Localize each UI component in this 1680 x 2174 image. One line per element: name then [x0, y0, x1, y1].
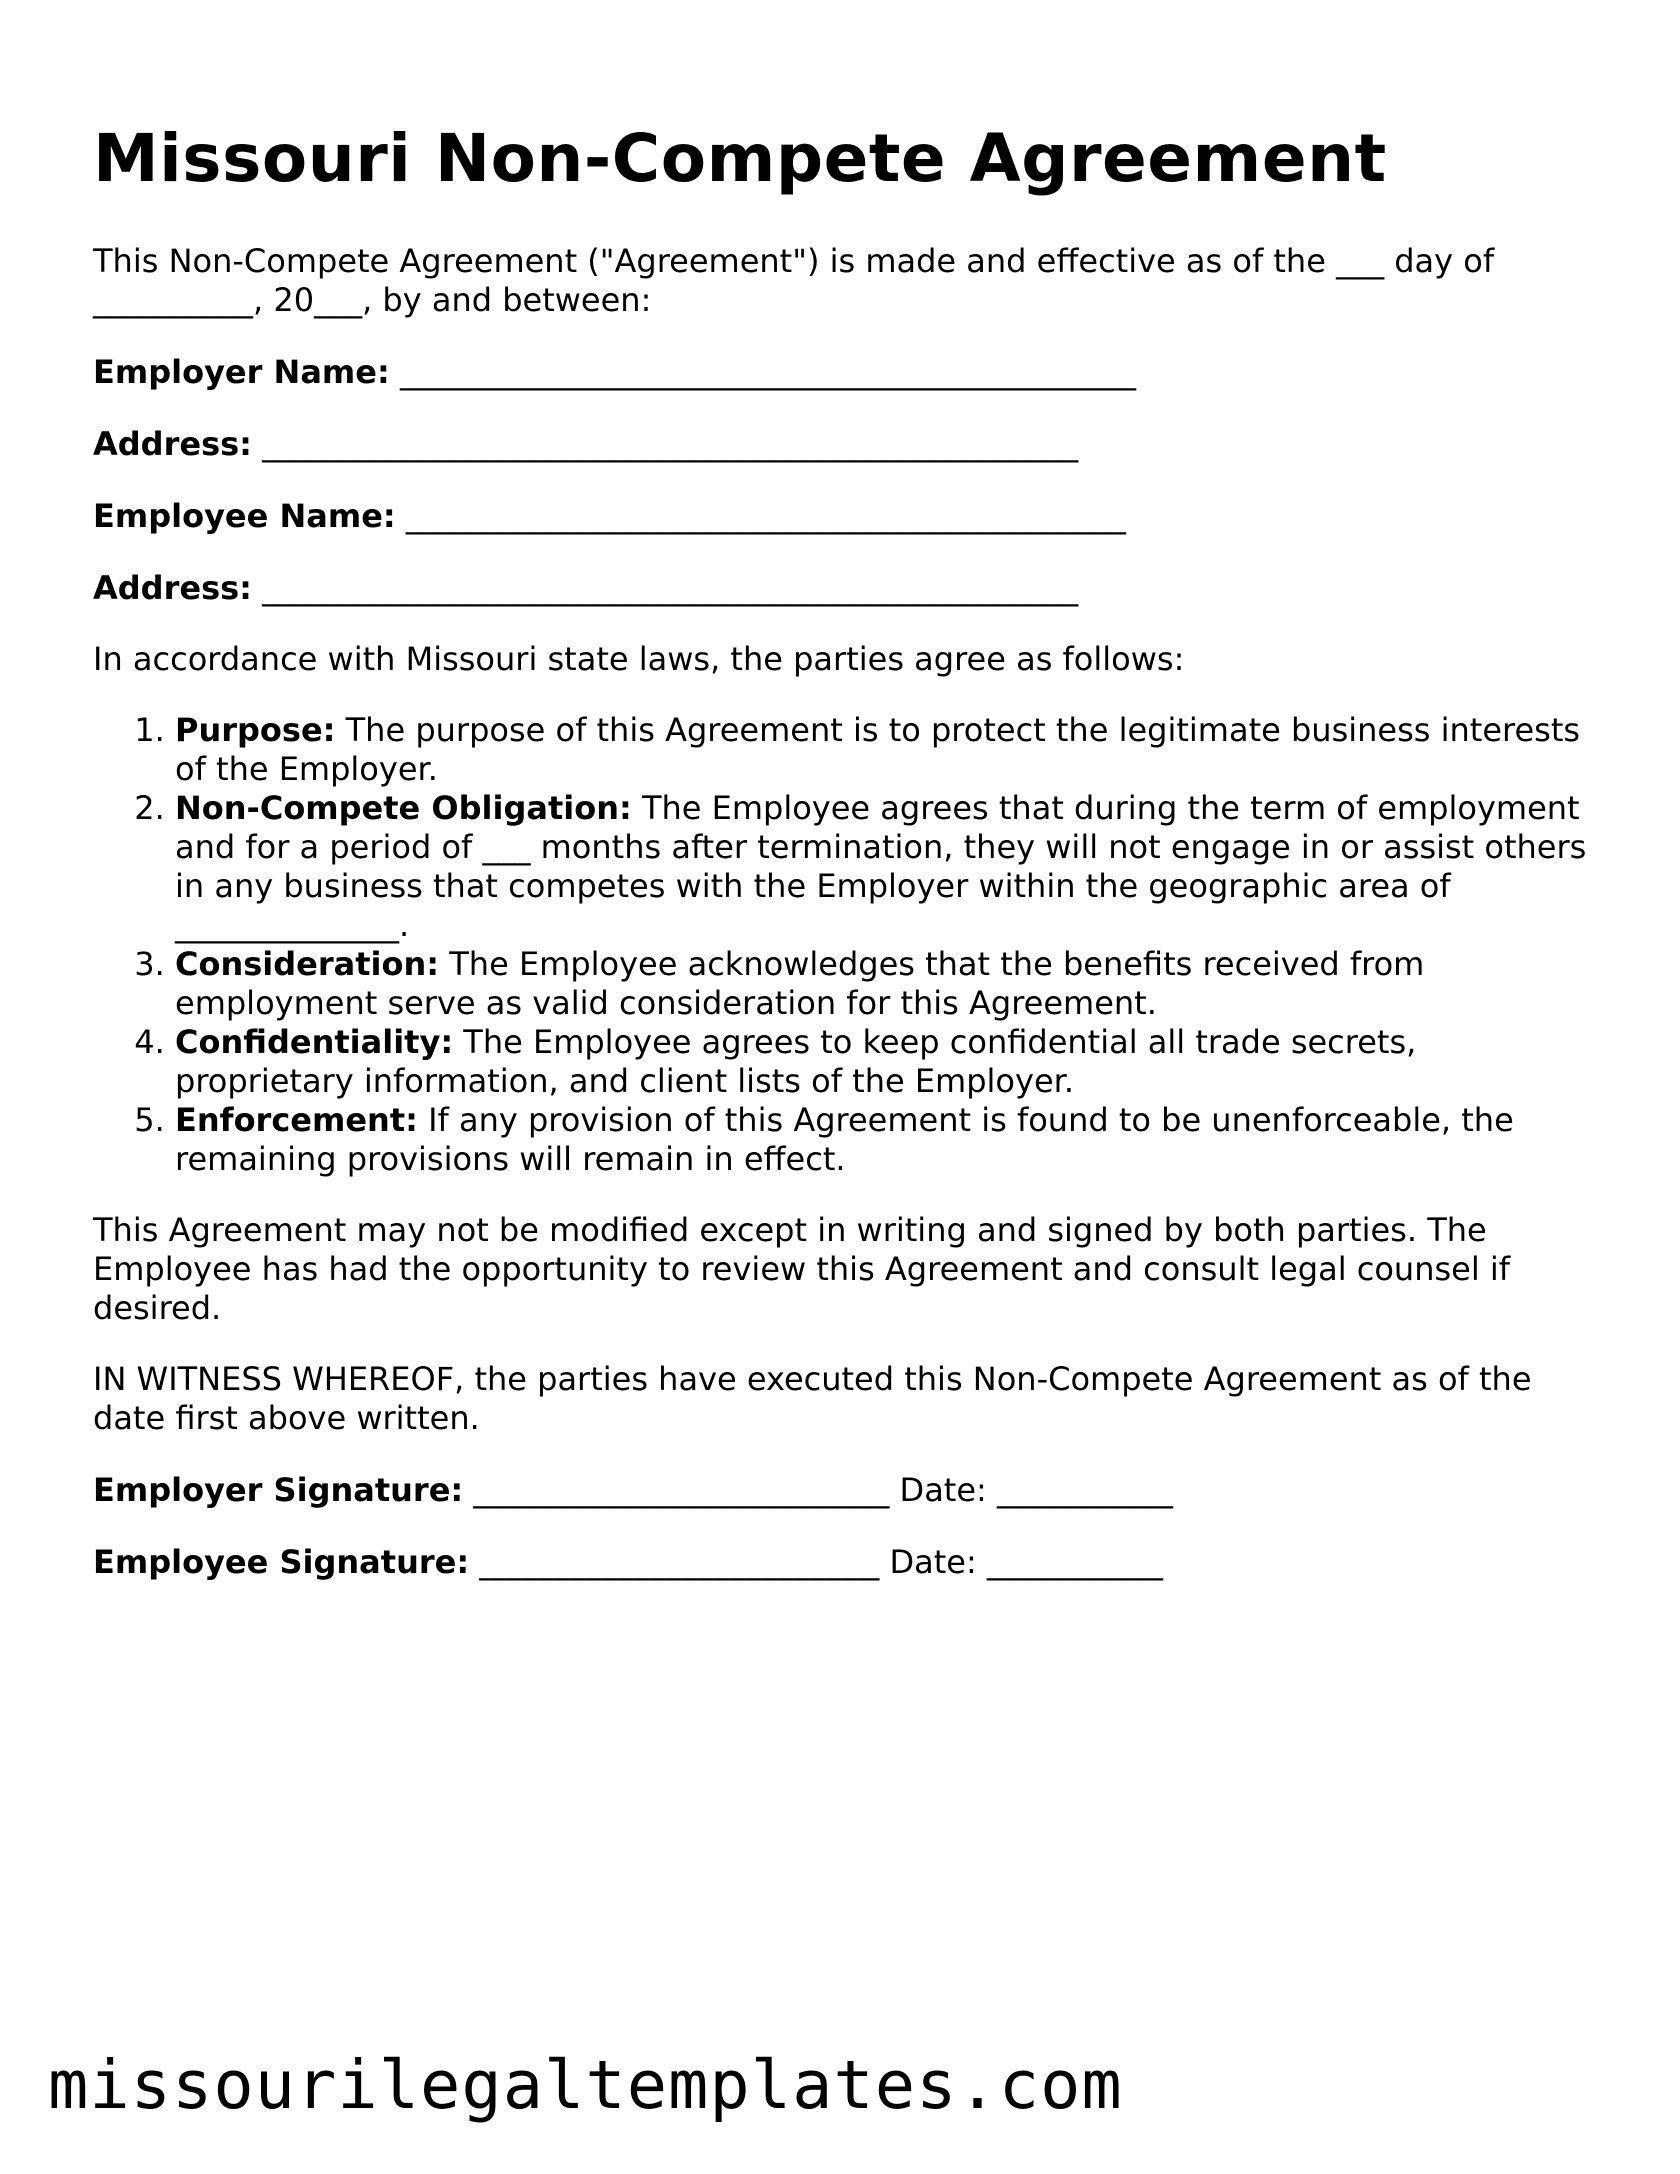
employer-name-field: [93, 352, 1603, 392]
employee-name-label: Employee Name:: [93, 497, 396, 535]
employer-signature-line: [93, 1470, 1603, 1510]
clause-title: Confidentiality:: [175, 1023, 454, 1061]
employee-name-blank: _____________________________________________: [405, 497, 1126, 535]
clause-title: Purpose:: [175, 711, 336, 749]
employee-signature-line: [93, 1542, 1603, 1582]
clause-title: Consideration:: [175, 945, 440, 983]
clause-text: The Employee acknowledges that the benefits received from employment serve as valid consideration for this Agreement.: [175, 945, 1425, 1022]
preamble-paragraph: In accordance with Missouri state laws, the parties agree as follows:: [93, 640, 1185, 678]
witness-paragraph: IN WITNESS WHEREOF, the parties have executed this Non-Compete Agreement as of the date first above written.: [93, 1360, 1532, 1437]
employee-address-blank: ___________________________________________________: [262, 569, 1079, 607]
clause-item: [175, 1101, 1603, 1179]
employer-signature-label: Employer Signature:: [93, 1471, 464, 1509]
clause-text: The purpose of this Agreement is to protect the legitimate business interests of the Employer.: [175, 711, 1581, 788]
clause-item: [175, 789, 1603, 945]
employee-signature-label: Employee Signature:: [93, 1543, 470, 1581]
clause-title: Enforcement:: [175, 1101, 418, 1139]
clause-item: [175, 711, 1603, 789]
document-title: Missouri Non-Compete Agreement: [93, 120, 1387, 197]
employee-date-field: Date: ___________: [889, 1543, 1163, 1581]
clause-item: [175, 1023, 1603, 1101]
employer-address-field: [93, 424, 1603, 464]
employee-address-field: [93, 568, 1603, 608]
clause-item: [175, 945, 1603, 1023]
employer-address-label: Address:: [93, 425, 252, 463]
clause-text: If any provision of this Agreement is found to be unenforceable, the remaining provisions will remain in effect.: [175, 1101, 1514, 1178]
clause-text: The Employee agrees that during the term of employment and for a period of ___ months after termination, they will not engage in or assist others in any business that competes with the Employer within the geographic area of ______________.: [175, 789, 1587, 944]
modification-paragraph: This Agreement may not be modified except in writing and signed by both parties. The Employee has had the opportunity to review this Agreement and consult legal counsel if desired.: [93, 1211, 1511, 1327]
employer-address-blank: ___________________________________________________: [262, 425, 1079, 463]
employer-date-field: Date: ___________: [899, 1471, 1173, 1509]
document-page: [93, 118, 1603, 1614]
clause-text: The Employee agrees to keep confidential all trade secrets, proprietary information, and client lists of the Employer.: [175, 1023, 1417, 1100]
employer-name-label: Employer Name:: [93, 353, 390, 391]
employer-name-blank: ______________________________________________: [399, 353, 1136, 391]
clause-list: [93, 711, 1603, 1179]
employee-name-field: [93, 496, 1603, 536]
employee-address-label: Address:: [93, 569, 252, 607]
intro-paragraph: This Non-Compete Agreement ("Agreement") is made and effective as of the ___ day of __________, 20___, by and between:: [93, 242, 1495, 319]
clause-title: Non-Compete Obligation:: [175, 789, 632, 827]
employee-signature-blank: _________________________: [479, 1543, 880, 1581]
employer-signature-blank: __________________________: [473, 1471, 890, 1509]
site-watermark: missourilegaltemplates.com: [48, 2046, 1123, 2124]
